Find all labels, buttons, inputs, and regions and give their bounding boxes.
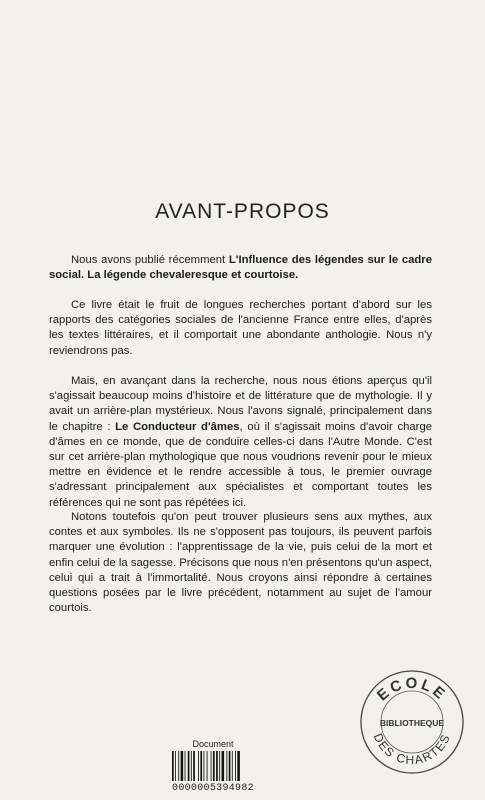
stamp-middle-text: BIBLIOTHEQUE (379, 718, 445, 728)
stamp-top-text: ECOLE (373, 674, 451, 705)
paragraph-1-text: Nous avons publié récemment (71, 254, 229, 266)
paragraph-2-text: Ce livre était le fruit de longues recherches portant d'abord sur les rapports des catégories sociales de l'ancienne France entre elles, d'après les textes littéraires, et il comportait une abondante anthologie. Nous n'y reviendrons pas. (49, 299, 432, 357)
barcode (172, 751, 254, 781)
paragraph-4-text: Notons toutefois qu'on peut trouver plusieurs sens aux mythes, aux contes et aux symboles. Ils ne s'opposent pas toujours, ils peuvent parfois marquer une évolution : l'apprentissage de la vie, puis celui de la mort et enfin celui de la sagesse. Précisons que nous n'en présentons qu'un aspect, celui qui a trait à l'immortalité. Nous croyons ainsi répondre à certaines questions posées par le livre précédent, notamment au sujet de l'amour courtois. (49, 511, 432, 615)
page-title: AVANT-PROPOS (155, 200, 330, 223)
paragraph-3 (49, 374, 432, 511)
paragraph-3-text-a: Mais, en avançant dans la recherche, nous nous étions aperçus qu'il s'agissait beaucoup moins d'histoire et de littérature que de mythologie. Il y avait un arrière-plan mystérieux. Nous l'avons signalé, principalement dans le chapitre : (49, 375, 432, 433)
paragraph-2 (49, 298, 432, 359)
chapter-reference: Le Conducteur d'âmes (115, 420, 240, 433)
library-stamp (358, 668, 466, 776)
barcode-label: Document (192, 739, 234, 749)
book-title-reference: L'Influence des légendes sur le cadre social. La légende chevaleresque et courtoise. (49, 254, 432, 282)
paragraph-1 (49, 253, 432, 283)
barcode-number: 0000005394982 (172, 783, 254, 794)
paragraph-4 (49, 510, 432, 616)
stamp-bottom-text: DES CHARTES (370, 731, 454, 768)
paragraph-3-text-b: , où il s'agissait moins d'avoir charge d'âmes en ce monde, que de conduire celles-ci dans l'Autre Monde. C'est sur cet arrière-plan mythologique que nous voudrions revenir pour le mieux mettre en évidence et le rendre accessible à tous, le premier ouvrage s'adressant principalement aux spécialistes et comportant toutes les références qui ne sont pas répétées ici. (49, 420, 433, 509)
